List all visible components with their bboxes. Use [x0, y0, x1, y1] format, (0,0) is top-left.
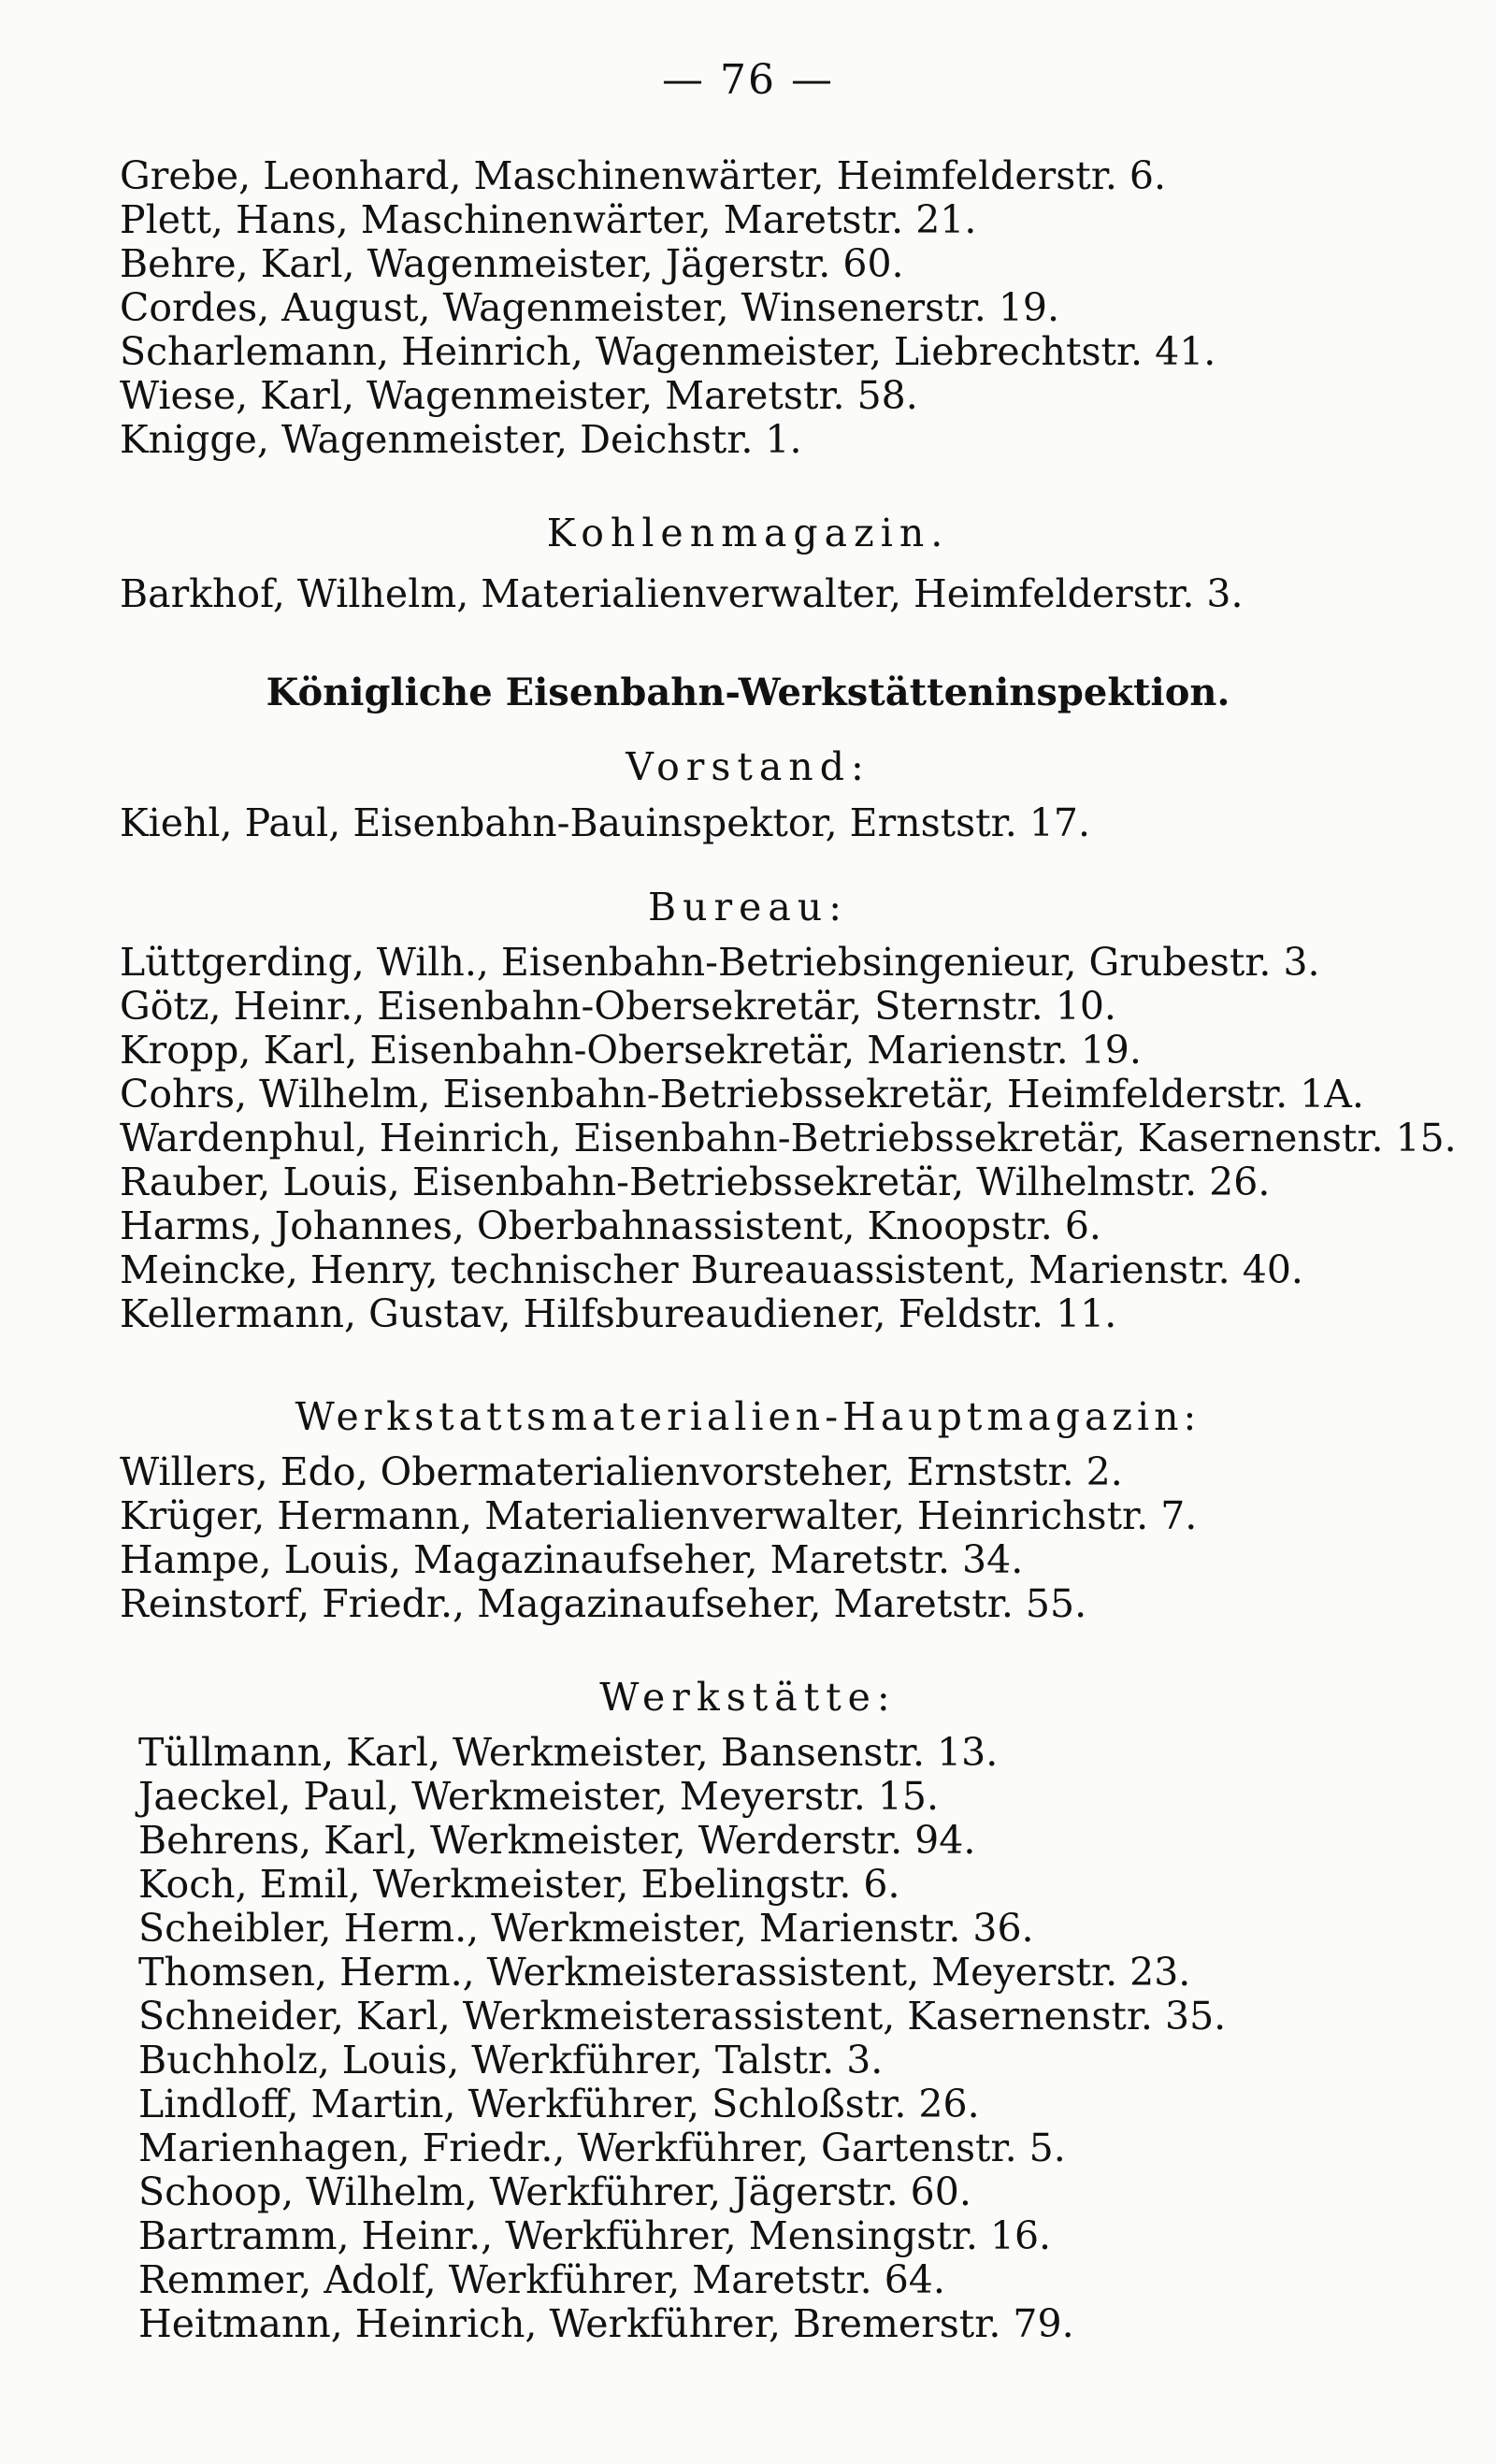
entry-line: Heitmann, Heinrich, Werkführer, Bremerstr. 79. [138, 2301, 1074, 2346]
entry-line: Willers, Edo, Obermaterialienvorsteher, Ernststr. 2. [120, 1449, 1123, 1494]
entry-line: Meincke, Henry, technischer Bureauassistent, Marienstr. 40. [120, 1247, 1303, 1292]
section-heading: Bureau: [647, 885, 849, 929]
entry-line: Thomsen, Herm., Werkmeisterassistent, Meyerstr. 23. [138, 1950, 1191, 1995]
entry-line: Marienhagen, Friedr., Werkführer, Gartenstr. 5. [138, 2125, 1066, 2170]
section-heading: Werkstätte: [599, 1675, 897, 1720]
entry-line: Rauber, Louis, Eisenbahn-Betriebssekretär, Wilhelmstr. 26. [120, 1160, 1271, 1204]
main-title: Königliche Eisenbahn-Werkstätteninspektion. [266, 670, 1230, 714]
page-number: — 76 — [662, 56, 834, 104]
entry-line: Knigge, Wagenmeister, Deichstr. 1. [120, 417, 802, 462]
entry-line: Lindloff, Martin, Werkführer, Schloßstr. 26. [138, 2082, 980, 2126]
entry-line: Götz, Heinr., Eisenbahn-Obersekretär, Sternstr. 10. [120, 984, 1116, 1029]
entry-line: Lüttgerding, Wilh., Eisenbahn-Betriebsingenieur, Grubestr. 3. [120, 940, 1320, 985]
entry-line: Wiese, Karl, Wagenmeister, Maretstr. 58. [120, 373, 918, 418]
entry-line: Hampe, Louis, Magazinaufseher, Maretstr. 34. [120, 1537, 1024, 1582]
entry-line: Wardenphul, Heinrich, Eisenbahn-Betriebssekretär, Kasernenstr. 15. [120, 1116, 1457, 1160]
entry-line: Kellermann, Gustav, Hilfsbureaudiener, Feldstr. 11. [120, 1291, 1117, 1336]
entry-line: Harms, Johannes, Oberbahnassistent, Knoopstr. 6. [120, 1203, 1101, 1248]
entry-line: Barkhof, Wilhelm, Materialienverwalter, Heimfelderstr. 3. [120, 571, 1244, 616]
entry-line: Jaeckel, Paul, Werkmeister, Meyerstr. 15. [138, 1774, 940, 1819]
entry-line: Behrens, Karl, Werkmeister, Werderstr. 94. [138, 1818, 976, 1863]
entry-line: Plett, Hans, Maschinenwärter, Maretstr. 21. [120, 197, 977, 242]
section-heading: Werkstattsmaterialien-Hauptmagazin: [295, 1394, 1201, 1439]
entry-line: Scheibler, Herm., Werkmeister, Marienstr. 36. [138, 1906, 1034, 1951]
entry-line: Behre, Karl, Wagenmeister, Jägerstr. 60. [120, 241, 904, 286]
entry-line: Schoop, Wilhelm, Werkführer, Jägerstr. 60. [138, 2169, 971, 2214]
entry-line: Krüger, Hermann, Materialienverwalter, Heinrichstr. 7. [120, 1493, 1198, 1538]
entry-line: Tüllmann, Karl, Werkmeister, Bansenstr. 13. [138, 1730, 999, 1775]
entry-line: Reinstorf, Friedr., Magazinaufseher, Maretstr. 55. [120, 1581, 1087, 1626]
entry-line: Cohrs, Wilhelm, Eisenbahn-Betriebssekretär, Heimfelderstr. 1A. [120, 1072, 1364, 1117]
section-heading: Kohlenmagazin. [546, 511, 950, 555]
entry-line: Grebe, Leonhard, Maschinenwärter, Heimfelderstr. 6. [120, 153, 1167, 198]
entry-line: Koch, Emil, Werkmeister, Ebelingstr. 6. [138, 1862, 900, 1907]
entry-line: Scharlemann, Heinrich, Wagenmeister, Liebrechtstr. 41. [120, 329, 1216, 374]
section-heading: Vorstand: [626, 744, 870, 789]
entry-line: Kiehl, Paul, Eisenbahn-Bauinspektor, Ernststr. 17. [120, 800, 1091, 845]
entry-line: Kropp, Karl, Eisenbahn-Obersekretär, Marienstr. 19. [120, 1028, 1142, 1073]
entry-line: Buchholz, Louis, Werkführer, Talstr. 3. [138, 2038, 884, 2082]
entry-line: Cordes, August, Wagenmeister, Winsenerstr. 19. [120, 285, 1060, 330]
entry-line: Bartramm, Heinr., Werkführer, Mensingstr. 16. [138, 2213, 1052, 2258]
entry-line: Schneider, Karl, Werkmeisterassistent, Kasernenstr. 35. [138, 1994, 1227, 2039]
entry-line: Remmer, Adolf, Werkführer, Maretstr. 64. [138, 2257, 945, 2302]
